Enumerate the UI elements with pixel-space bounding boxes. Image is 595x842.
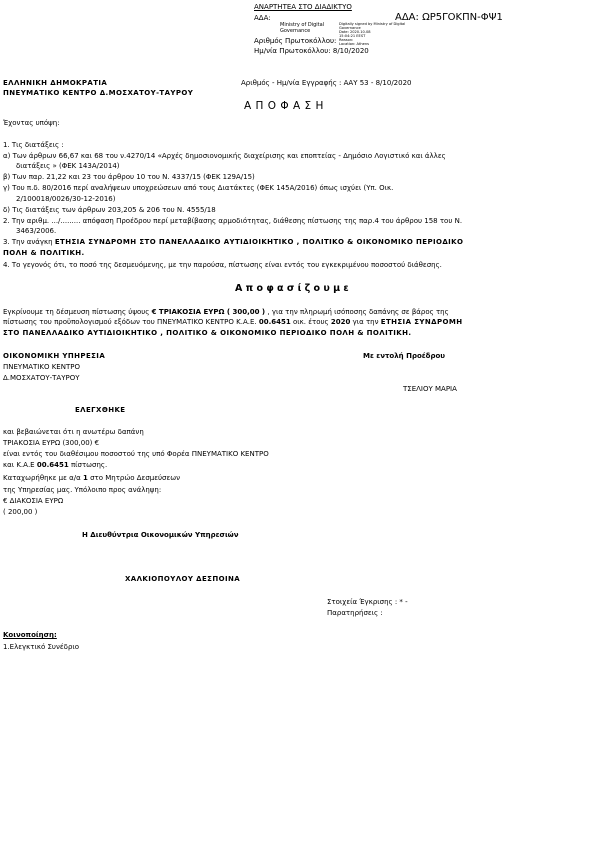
digital-signature: Digitally signed by Ministry of Digital Governance Date: 2020.10.08 15:04:21 EEST Reason: Location: Athens <box>339 22 406 46</box>
checked-line-8: ( 200,00 ) <box>3 508 38 516</box>
consideration-2: 2. Την αριθμ. .../......... απόφαση Προέδρου περί μεταβίβασης αρμοδιότητας, διάθεσης πίστωσης της παρ.4 του άρθρου 158 του Ν. <box>3 217 463 225</box>
checked-line-7: € ΔΙΑΚΟΣΙΑ ΕΥΡΩ <box>3 497 64 505</box>
order-name: ΤΣΕΛΙΟΥ ΜΑΡΙΑ <box>403 385 457 393</box>
consideration-b: β) Των παρ. 21,22 και 23 του άρθρου 10 του Ν. 4337/15 (ΦΕΚ 129Α/15) <box>3 173 255 181</box>
checked-title: ΕΛΕΓΧΘΗΚΕ <box>75 406 126 414</box>
registry-number: Αριθμός - Ημ/νία Εγγραφής : ΑΑΥ 53 - 8/10/2020 <box>241 79 412 87</box>
consideration-3-purpose: ΕΤΗΣΙΑ ΣΥΝΔΡΟΜΗ ΣΤΟ ΠΑΝΕΛΛΑΔΙΚΟ ΑΥΤΙΔΙΟΙΚΗΤΙΚΟ , ΠΟΛΙΤΙΚΟ & ΟΙΚΟΝΟΜΙΚΟ ΠΕΡΙΟΔΙΚΟ <box>54 238 464 246</box>
consideration-3-cont: ΠΟΛΗ & ΠΟΛΙΤΙΚΗ. <box>3 249 85 257</box>
distribution-item-1: 1.Ελεγκτικό Συνέδριο <box>3 643 80 651</box>
director-title: Η Διευθύντρια Οικονομικών Υπηρεσιών <box>82 531 239 539</box>
decision-line-2: πίστωσης του προϋπολογισμού εξόδων του ΠΝΕΥΜΑΤΙΚΟ ΚΕΝΤΡΟ Κ.Α.Ε. 00.6451 οικ. έτους 2020 για την ΕΤΗΣΙΑ ΣΥΝΔΡΟΜΗ <box>3 318 463 326</box>
consideration-4: 4. Το γεγονός ότι, το ποσό της δεσμευόμενης, με την παρούσα, πίστωσης είναι εντός του εγκεκριμένου ποσοστού διάθεσης. <box>3 261 442 269</box>
consideration-2-cont: 3463/2006. <box>16 227 57 235</box>
checked-line-3: είναι εντός του διαθέσιμου ποσοστού της υπό Φορέα ΠΝΕΥΜΑΤΙΚΟ ΚΕΝΤΡΟ <box>3 450 269 458</box>
country-name: ΕΛΛΗΝΙΚΗ ΔΗΜΟΚΡΑΤΙΑ <box>3 79 108 87</box>
checked-kae: 00.6451 <box>36 461 69 469</box>
decision-title: Α π ο φ α σ ί ζ ο υ μ ε <box>235 283 349 294</box>
decision-purpose-start: ΕΤΗΣΙΑ ΣΥΝΔΡΟΜΗ <box>380 318 463 326</box>
ada-label: ΑΔΑ: <box>254 14 271 22</box>
having-in-mind: Έχοντας υπόψη: <box>3 119 60 127</box>
organization-name: ΠΝΕΥΜΑΤΙΚΟ ΚΕΝΤΡΟ Δ.ΜΟΣΧΑΤΟΥ-ΤΑΥΡΟΥ <box>3 89 194 97</box>
remarks: Παρατηρήσεις : <box>327 609 383 617</box>
service-title: ΟΙΚΟΝΟΜΙΚΗ ΥΠΗΡΕΣΙΑ <box>3 352 106 360</box>
posted-notice: ΑΝΑΡΤΗΤΕΑ ΣΤΟ ΔΙΑΔΙΚΤΥΟ <box>254 3 352 11</box>
consideration-d: δ) Τις διατάξεις των άρθρων 203,205 & 206 του Ν. 4555/18 <box>3 206 216 214</box>
distribution-title: Κοινοποίηση: <box>3 631 57 639</box>
decision-amount: € ΤΡΙΑΚΟΣΙΑ ΕΥΡΩ ( 300,00 ) <box>151 308 266 316</box>
consideration-c-cont: 2/100018/0026/30-12-2016) <box>16 195 116 203</box>
protocol-date: Ημ/νία Πρωτοκόλλου: 8/10/2020 <box>254 47 369 55</box>
ada-code: ΑΔΑ: ΩΡ5ΓΟΚΠΝ-ΦΨ1 <box>395 12 503 23</box>
ministry-name: Ministry of Digital Governance <box>280 22 325 34</box>
consideration-1: 1. Τις διατάξεις : <box>3 141 64 149</box>
decision-kae: 00.6451 <box>258 318 291 326</box>
consideration-3: 3. Την ανάγκη ΕΤΗΣΙΑ ΣΥΝΔΡΟΜΗ ΣΤΟ ΠΑΝΕΛΛΑΔΙΚΟ ΑΥΤΙΔΙΟΙΚΗΤΙΚΟ , ΠΟΛΙΤΙΚΟ & ΟΙΚΟΝΟΜΙΚΟ ΠΕΡΙΟΔΙΚΟ <box>3 238 464 246</box>
protocol-number: Αριθμός Πρωτοκόλλου: <box>254 37 337 45</box>
consideration-a-cont: διατάξεις » (ΦΕΚ 143Α/2014) <box>16 162 120 170</box>
consideration-a: α) Των άρθρων 66,67 και 68 του ν.4270/14 «Αρχές δημοσιονομικής διαχείρισης και εποπτείας - Δημόσιο Λογιστικό και άλλες <box>3 152 446 160</box>
checked-line-6: της Υπηρεσίας μας. Υπόλοιπο προς ανάληψη: <box>3 486 162 494</box>
checked-register-no: 1 <box>82 474 88 482</box>
consideration-c: γ) Του π.δ. 80/2016 περί αναλήψεων υποχρεώσεων από τους Διατάκτες (ΦΕΚ 145Α/2016) όπως ισχύει (Υπ. Οικ. <box>3 184 394 192</box>
checked-line-4: και Κ.Α.Ε 00.6451 πίστωσης. <box>3 461 108 469</box>
service-line-2: Δ.ΜΟΣΧΑΤΟΥ-ΤΑΥΡΟΥ <box>3 374 80 382</box>
document-title: Α Π Ο Φ Α Σ Η <box>244 100 324 112</box>
checked-line-5: Καταχωρήθηκε με α/α 1 στο Μητρώο Δεσμεύσεων <box>3 474 181 482</box>
order-label: Με εντολή Προέδρου <box>363 352 446 360</box>
decision-line-1: Εγκρίνουμε τη δέσμευση πίστωσης ύψους € ΤΡΙΑΚΟΣΙΑ ΕΥΡΩ ( 300,00 ) , για την πληρωμή ισόποσης δαπάνης σε βάρος της <box>3 308 449 316</box>
service-line-1: ΠΝΕΥΜΑΤΙΚΟ ΚΕΝΤΡΟ <box>3 363 80 371</box>
decision-year: 2020 <box>330 318 351 326</box>
checked-line-2: ΤΡΙΑΚΟΣΙΑ ΕΥΡΩ (300,00) € <box>3 439 100 447</box>
checked-line-1: και βεβαιώνεται ότι η ανωτέρω δαπάνη <box>3 428 144 436</box>
director-name: ΧΑΛΚΙΟΠΟΥΛΟΥ ΔΕΣΠΟΙΝΑ <box>125 575 241 583</box>
approval-details: Στοιχεία Έγκρισης : * - <box>327 598 408 606</box>
decision-purpose: ΣΤΟ ΠΑΝΕΛΛΑΔΙΚΟ ΑΥΤΙΔΙΟΙΚΗΤΙΚΟ , ΠΟΛΙΤΙΚΟ & ΟΙΚΟΝΟΜΙΚΟ ΠΕΡΙΟΔΙΚΟ ΠΟΛΗ & ΠΟΛΙΤΙΚΗ. <box>3 329 412 337</box>
